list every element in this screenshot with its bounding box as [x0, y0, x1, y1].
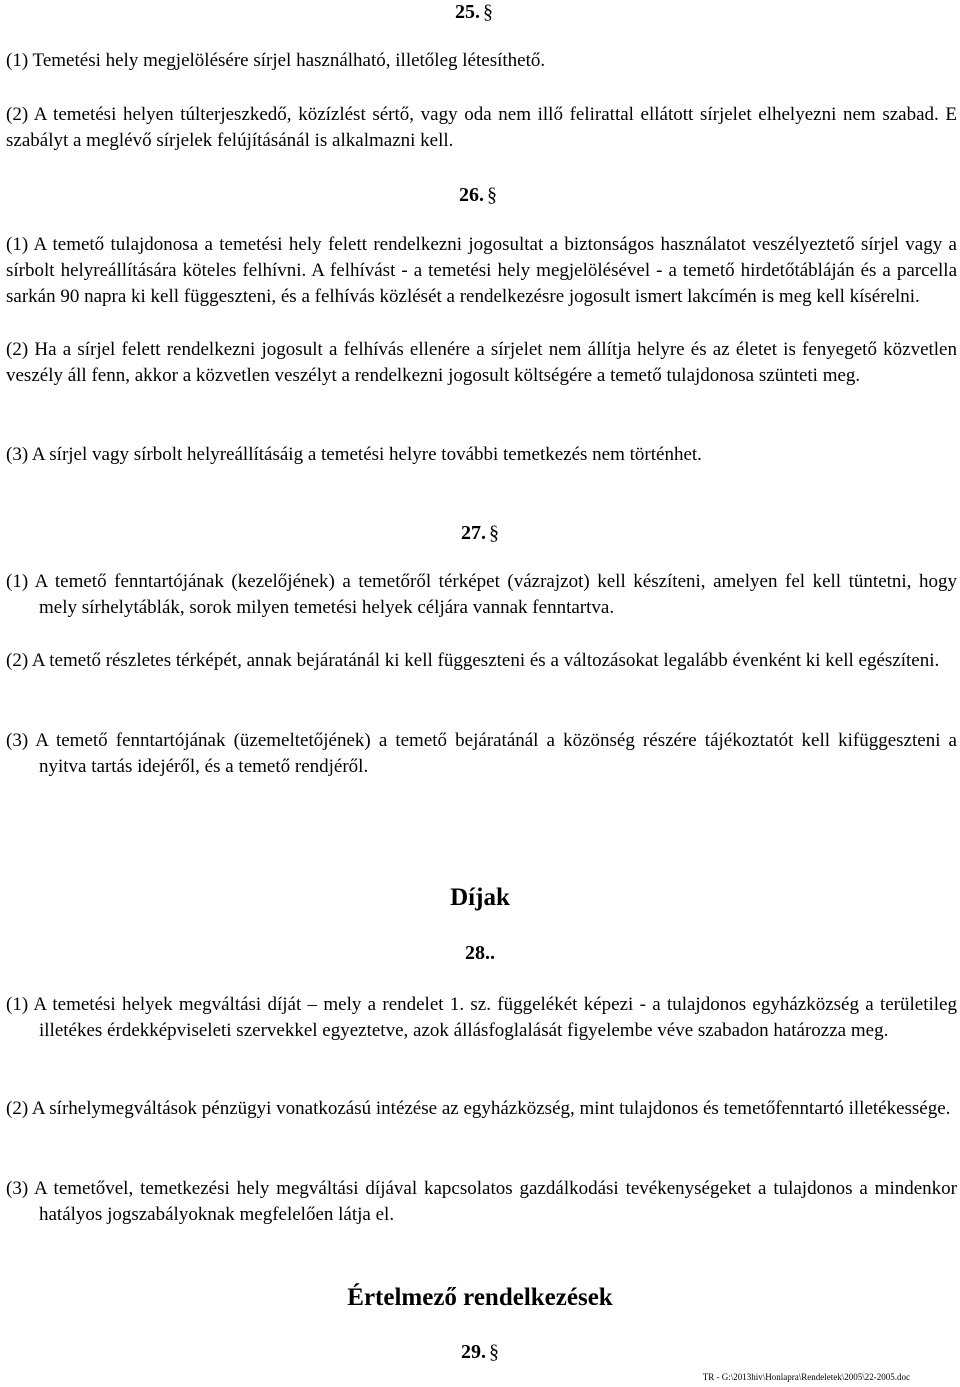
section-symbol: § — [483, 1, 493, 23]
section-number-text: 29. — [461, 1341, 486, 1363]
footer-file-path: TR - G:\2013hiv\Honlapra\Rendeletek\2005\22-2005.doc — [702, 1372, 910, 1382]
section-25-paragraph-1: (1) Temetési hely megjelölésére sírjel használható, illetőleg létesíthető. — [6, 50, 546, 71]
heading-ertelmezo-rendelkezesek: Értelmező rendelkezések — [347, 1284, 613, 1311]
section-symbol: . — [490, 942, 495, 964]
section-26-paragraph-3: (3) A sírjel vagy sírbolt helyreállításáig a temetési helyre további temetkezés nem történhet. — [6, 444, 702, 465]
section-symbol: § — [487, 184, 497, 206]
section-symbol: § — [489, 1341, 499, 1363]
section-26-paragraph-2: (2) Ha a sírjel felett rendelkezni jogosult a felhívás ellenére a sírjelet nem állítja helyre és az életet is fenyegető közvetlen veszély áll fenn, akkor a közvetlen veszélyt a rendelkezni jogosult költségére a temető tulajdonosa szünteti meg. — [6, 339, 957, 386]
section-28-paragraph-3: (3) A temetővel, temetkezési hely megváltási díjával kapcsolatos gazdálkodási tevékenységeket a tulajdonos a mindenkor hatályos jogszabályoknak megfelelően látja el. — [6, 1178, 957, 1225]
section-number-text: 26. — [459, 184, 484, 206]
section-27-paragraph-2: (2) A temető részletes térképét, annak bejáratánál ki kell függeszteni és a változásokat legalább évenként ki kell egészíteni. — [6, 650, 940, 671]
section-28-paragraph-2: (2) A sírhelymegváltások pénzügyi vonatkozású intézése az egyházközség, mint tulajdonos és temetőfenntartó illetékessége. — [6, 1098, 951, 1119]
section-25-number — [0, 0, 954, 24]
section-number-text: 28. — [465, 942, 490, 964]
section-26-number — [0, 183, 958, 207]
section-29-number — [0, 1340, 960, 1364]
section-28-number — [0, 941, 960, 965]
section-28-paragraph-1: (1) A temetési helyek megváltási díját – mely a rendelet 1. sz. függelékét képezi - a tulajdonos egyházközség a területileg illetékes érdekképviseleti szervekkel egyeztetve, azok állásfoglalását figyelembe véve szabadon határozza meg. — [6, 994, 957, 1041]
section-symbol: § — [489, 522, 499, 544]
section-27-number — [0, 521, 960, 545]
section-27-paragraph-1: (1) A temető fenntartójának (kezelőjének) a temetőről térképet (vázrajzot) kell készíteni, amelyen fel kell tüntetni, hogy mely sírhelytáblák, sorok milyen temetési helyek céljára vannak fenntartva. — [6, 571, 957, 618]
section-number-text: 25. — [455, 1, 480, 23]
heading-dijak: Díjak — [450, 884, 510, 911]
section-26-paragraph-1: (1) A temető tulajdonosa a temetési hely felett rendelkezni jogosultat a biztonságos használatot veszélyeztető sírjel vagy a sírbolt helyreállítására köteles felhívni. A felhívást - a temetési hely megjelölésével - a temető hirdetőtábláján és a parcella sarkán 90 napra ki kell függeszteni, és a felhívás közlését a rendelkezésre jogosult ismert lakcímén is meg kell kísérelni. — [6, 234, 957, 307]
section-number-text: 27. — [461, 522, 486, 544]
section-27-paragraph-3: (3) A temető fenntartójának (üzemeltetőjének) a temető bejáratánál a közönség részére tájékoztatót kell kifüggeszteni a nyitva tartás idejéről, és a temető rendjéről. — [6, 730, 957, 777]
section-25-paragraph-2: (2) A temetési helyen túlterjeszkedő, közízlést sértő, vagy oda nem illő felirattal ellátott sírjelet elhelyezni nem szabad. E szabályt a meglévő sírjelek felújításánál is alkalmazni kell. — [6, 104, 957, 151]
